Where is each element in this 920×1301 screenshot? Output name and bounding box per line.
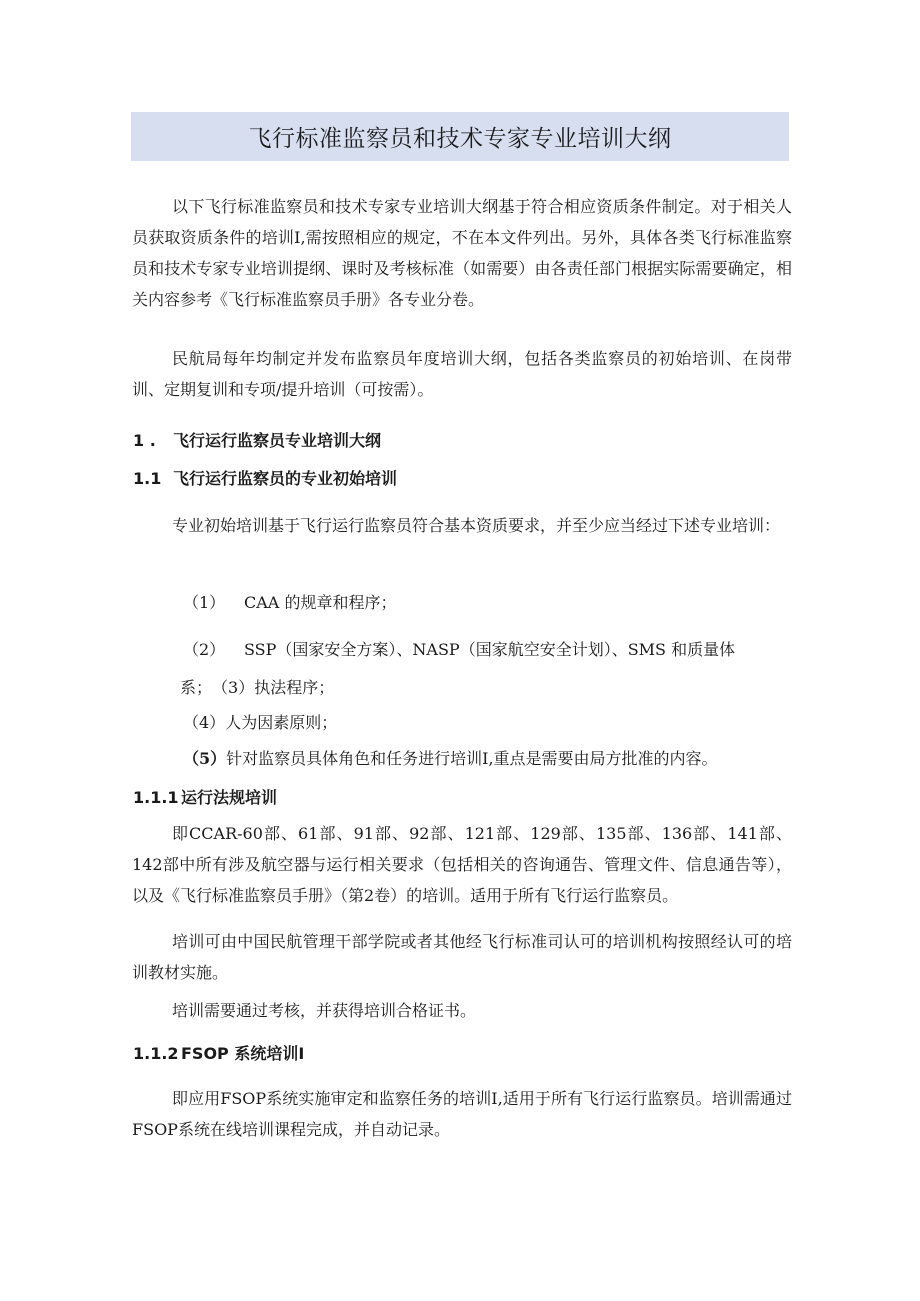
paragraph-1-1-1-c: 培训需要通过考核，并获得培训合格证书。	[172, 1001, 477, 1020]
list-item-5-number: （5）	[183, 749, 227, 768]
title-banner	[131, 112, 789, 161]
heading-1-1-2	[133, 1041, 304, 1064]
heading-1-number: 1 .	[133, 431, 156, 450]
list-item-1	[183, 590, 396, 613]
heading-1-1-text: 飞行运行监察员的专业初始培训	[173, 469, 398, 488]
heading-1-1-1-text: 运行法规培训	[181, 788, 278, 807]
heading-1-1-2-text: FSOP 系统培训I	[181, 1044, 305, 1063]
heading-1-1	[133, 466, 397, 489]
intro-paragraph-1: 以下飞行标准监察员和技术专家专业培训大纲基于符合相应资质条件制定。对于相关人员获取资质条件的培训I,需按照相应的规定，不在本文件列出。另外，具体各类飞行标准监察员和技术专家专业培训提纲、课时及考核标准（如需要）由各责任部门根据实际需要确定，相关内容参考《飞行标准监察员手册》各专业分卷。	[132, 197, 792, 309]
list-item-4-number: （4）	[183, 713, 226, 732]
paragraph-1-1-1-b: 培训可由中国民航管理干部学院或者其他经飞行标准司认可的培训机构按照经认可的培训教材实施。	[132, 932, 792, 982]
page-title: 飞行标准监察员和技术专家专业培训大纲	[248, 126, 672, 152]
list-item-5-text: 针对监察员具体角色和任务进行培训I,重点是需要由局方批准的内容。	[226, 749, 718, 768]
list-item-2-number: （2）	[183, 640, 226, 659]
list-item-3-number: （3）	[212, 678, 255, 697]
list-item-4	[183, 710, 337, 733]
paragraph-1-1: 专业初始培训基于飞行运行监察员符合基本资质要求，并至少应当经过下述专业培训：	[172, 516, 781, 535]
list-item-3-text: 执法程序；	[254, 678, 335, 697]
heading-1-1-2-number: 1.1.2	[133, 1044, 179, 1063]
list-item-1-number: （1）	[183, 593, 226, 612]
heading-1	[133, 428, 381, 451]
list-item-4-text: 人为因素原则；	[225, 713, 338, 732]
list-item-3	[180, 675, 334, 698]
paragraph-1-1-2: 即应用FSOP系统实施审定和监察任务的培训I,适用于所有飞行运行监察员。培训需通过FSOP系统在线培训课程完成，并自动记录。	[132, 1089, 792, 1139]
list-item-2-continuation: 系；	[180, 678, 213, 697]
list-item-2	[183, 637, 735, 660]
heading-1-1-1	[133, 785, 277, 808]
heading-1-text: 飞行运行监察员专业培训大纲	[173, 431, 382, 450]
intro-paragraph-2: 民航局每年均制定并发布监察员年度培训大纲，包括各类监察员的初始培训、在岗带训、定期复训和专项/提升培训（可按需）。	[132, 349, 792, 399]
heading-1-1-number: 1.1	[133, 469, 162, 488]
paragraph-1-1-1-a: 即CCAR-60部、61部、91部、92部、121部、129部、135部、136部、141部、142部中所有涉及航空器与运行相关要求（包括相关的咨询通告、管理文件、信息通告等），以及《飞行标准监察员手册》（第2卷）的培训。适用于所有飞行运行监察员。	[132, 824, 792, 905]
list-item-2-text: SSP（国家安全方案）、NASP（国家航空安全计划）、SMS 和质量体	[244, 640, 736, 659]
list-item-5	[183, 746, 718, 769]
list-item-1-text: CAA 的规章和程序；	[244, 593, 397, 612]
heading-1-1-1-number: 1.1.1	[133, 788, 179, 807]
